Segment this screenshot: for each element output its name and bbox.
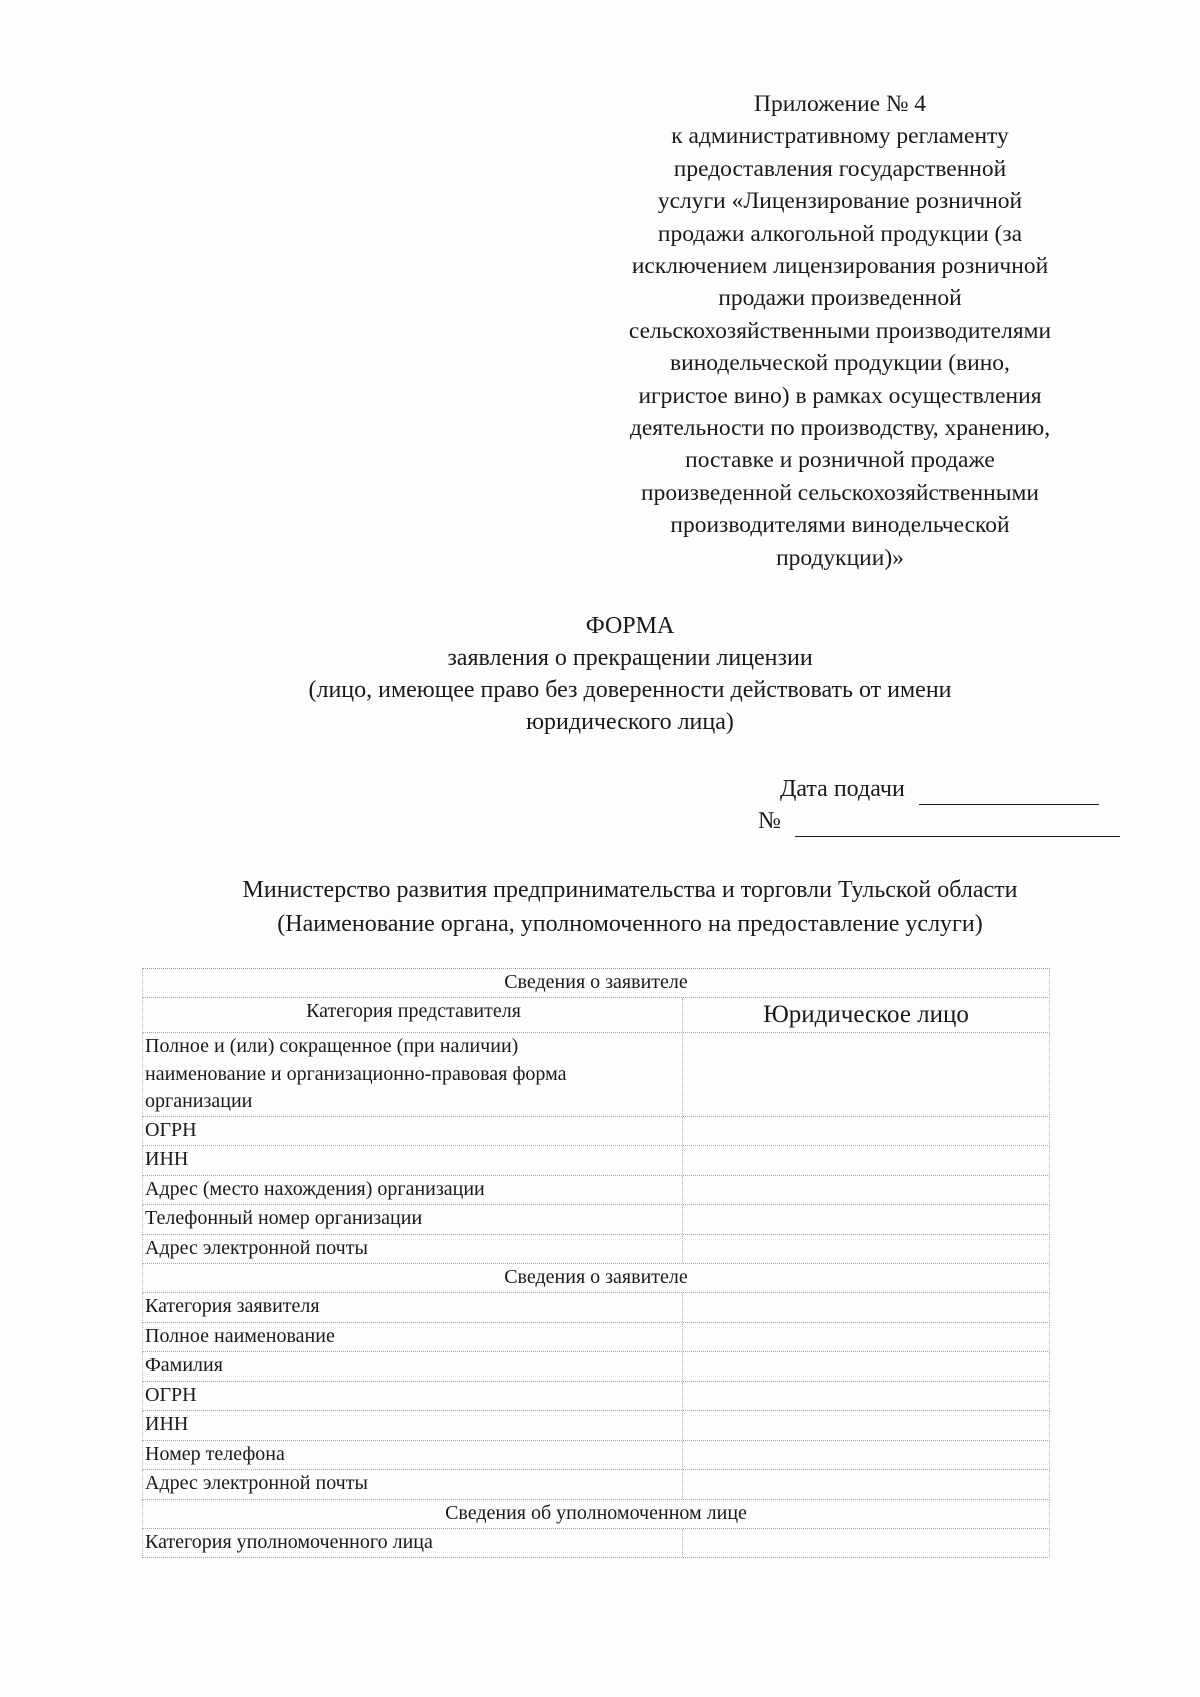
row-value-field[interactable] (683, 1352, 1049, 1381)
section-row (142, 1264, 1050, 1293)
section-title: Сведения о заявителе (504, 1266, 688, 1288)
submission-date-field[interactable] (919, 778, 1099, 805)
table-row (142, 1411, 1050, 1441)
header-right: Юридическое лицо (763, 1001, 969, 1028)
table-row (142, 1117, 1050, 1147)
row-label: Адрес электронной почты (143, 1235, 683, 1264)
table-row (142, 1529, 1050, 1559)
section-row (142, 1500, 1050, 1529)
form-subtitle-line: (лицо, имеющее право без доверенности действовать от имени (308, 677, 952, 703)
row-value-field[interactable] (683, 1382, 1049, 1411)
form-title-block (0, 610, 1200, 738)
authority-name: Министерство развития предпринимательства и торговли Тульской области (242, 877, 1018, 903)
form-subtitle-line: юридического лица) (526, 709, 734, 735)
appendix-line: Приложение № 4 (753, 91, 927, 117)
appendix-line: сельскохозяйственными производителями (628, 317, 1052, 344)
row-value-field[interactable] (683, 1470, 1049, 1499)
row-value-field[interactable] (683, 1529, 1049, 1558)
appendix-line: услуги «Лицензирование розничной (657, 188, 1023, 215)
appendix-line: производителями винодельческой (670, 512, 1010, 539)
row-label: Категория заявителя (143, 1293, 683, 1322)
table-row (142, 1146, 1050, 1176)
row-value-field[interactable] (683, 1205, 1049, 1234)
row-label: ОГРН (143, 1117, 683, 1146)
row-label: Номер телефона (143, 1441, 683, 1470)
row-label-line: организации (145, 1090, 253, 1112)
submission-number-label: № (758, 808, 781, 834)
row-value-field[interactable] (683, 1235, 1049, 1264)
table-row (142, 1323, 1050, 1353)
table-header-row (142, 998, 1050, 1033)
row-label: ИНН (143, 1411, 683, 1440)
row-value-field[interactable] (683, 1146, 1049, 1175)
table-row (142, 1033, 1050, 1117)
section-title: Сведения об уполномоченном лице (445, 1501, 747, 1524)
section-row (142, 969, 1050, 998)
table-row (142, 1293, 1050, 1323)
appendix-line: произведенной сельскохозяйственными (641, 479, 1039, 506)
submission-date (780, 773, 1099, 805)
appendix-line: предоставления государственной (673, 155, 1007, 182)
submission-number-field[interactable] (795, 810, 1120, 837)
row-label-line: Полное и (или) сокращенное (при наличии) (145, 1035, 519, 1057)
table-row (142, 1235, 1050, 1265)
appendix-line: продажи алкогольной продукции (за (657, 220, 1023, 247)
table-row (142, 1176, 1050, 1206)
section-title: Сведения о заявителе (504, 971, 688, 993)
appendix-line: деятельности по производству, хранению, (629, 415, 1051, 442)
applicant-table (142, 968, 1050, 1558)
row-label: Адрес электронной почты (143, 1470, 683, 1499)
row-value-field[interactable] (683, 1323, 1049, 1352)
row-value-field[interactable] (683, 1293, 1049, 1322)
table-row (142, 1205, 1050, 1235)
row-label: Адрес (место нахождения) организации (143, 1176, 683, 1205)
form-heading: ФОРМА (585, 613, 675, 639)
submission-number (758, 805, 1120, 837)
row-label (143, 1033, 683, 1116)
row-value-field[interactable] (683, 1033, 1049, 1116)
row-value-field[interactable] (683, 1411, 1049, 1440)
submission-date-label: Дата подачи (780, 776, 905, 802)
header-left: Категория представителя (143, 998, 683, 1032)
form-subtitle-line: заявления о прекращении лицензии (447, 645, 813, 671)
authority-block (0, 873, 1200, 941)
table-row (142, 1470, 1050, 1500)
row-value-field[interactable] (683, 1117, 1049, 1146)
table-row (142, 1352, 1050, 1382)
row-value-field[interactable] (683, 1176, 1049, 1205)
row-label: Полное наименование (143, 1323, 683, 1352)
appendix-block (575, 88, 1105, 574)
appendix-line: поставке и розничной продаже (685, 447, 995, 474)
row-label: ИНН (143, 1146, 683, 1175)
table-row (142, 1382, 1050, 1412)
appendix-line: продукции)» (776, 544, 904, 571)
appendix-line: продажи произведенной (718, 285, 962, 312)
authority-caption: (Наименование органа, уполномоченного на предоставление услуги) (277, 911, 983, 937)
row-value-field[interactable] (683, 1441, 1049, 1470)
row-label: Категория уполномоченного лица (143, 1529, 683, 1558)
appendix-line: игристое вино) в рамках осуществления (638, 382, 1042, 409)
row-label: Телефонный номер организации (143, 1205, 683, 1234)
appendix-line: исключением лицензирования розничной (631, 253, 1049, 280)
appendix-line: к административному регламенту (671, 123, 1009, 150)
appendix-line: винодельческой продукции (вино, (670, 350, 1010, 377)
row-label: Фамилия (143, 1352, 683, 1381)
table-row (142, 1441, 1050, 1471)
row-label: ОГРН (143, 1382, 683, 1411)
row-label-line: наименование и организационно-правовая форма (145, 1062, 567, 1085)
